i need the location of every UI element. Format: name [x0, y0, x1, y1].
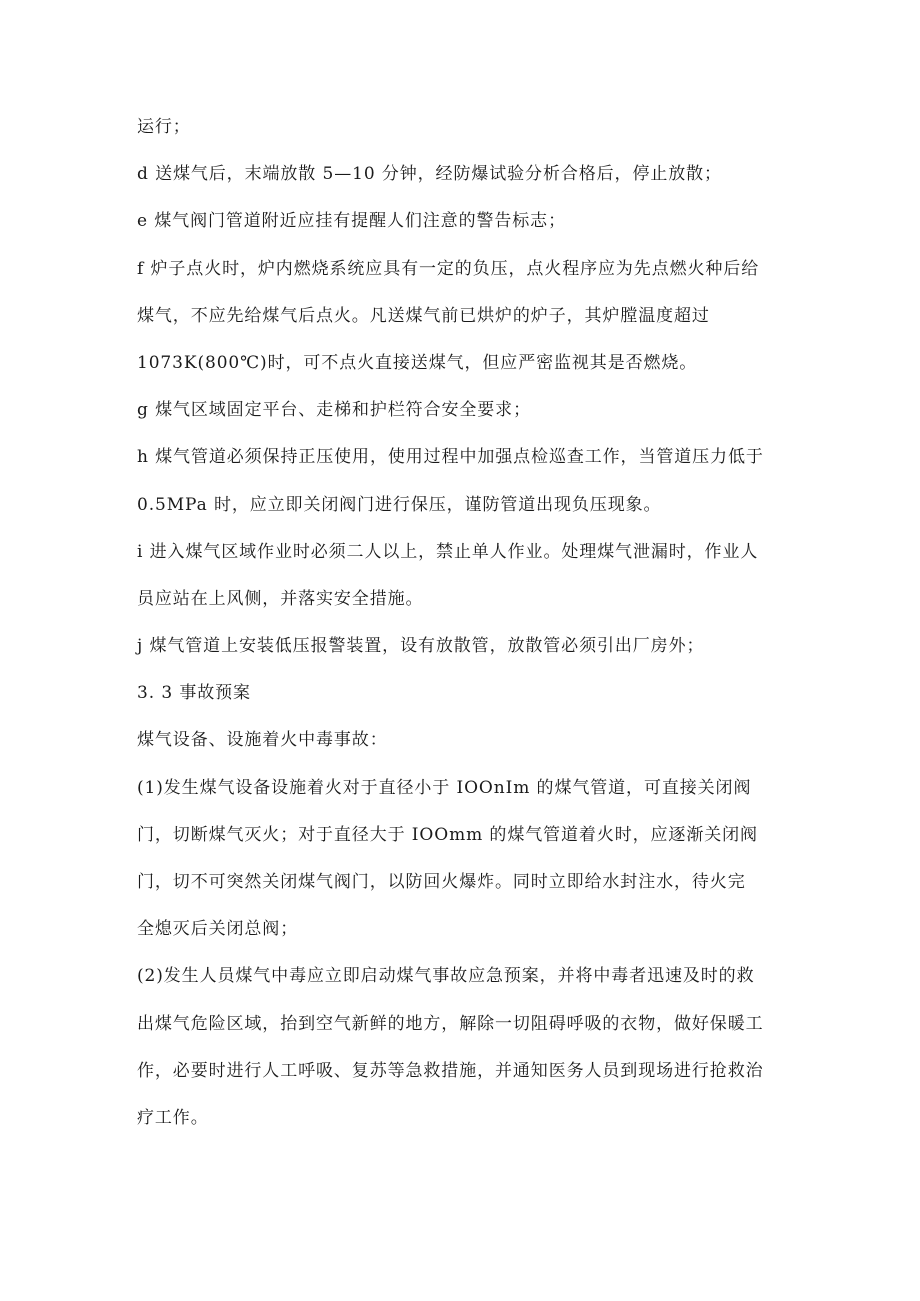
text-line: 1073K(800℃)时，可不点火直接送煤气，但应严密监视其是否燃烧。 [137, 352, 698, 373]
text-line: 全熄灭后关闭总阀； [137, 919, 299, 940]
text-line: d 送煤气后，末端放散 5—10 分钟，经防爆试验分析合格后，停止放散； [137, 164, 722, 185]
text-line: j 煤气管道上安装低压报警装置，设有放散管，放散管必须引出厂房外； [137, 636, 705, 657]
text-line: h 煤气管道必须保持正压使用，使用过程中加强点检巡查工作，当管道压力低于 [137, 447, 764, 468]
text-line: (1)发生煤气设备设施着火对于直径小于 IOOnIm 的煤气管道，可直接关闭阀 [137, 777, 752, 798]
text-line: f 炉子点火时，炉内燃烧系统应具有一定的负压，点火程序应为先点燃火种后给 [137, 258, 760, 279]
text-line: g 煤气区域固定平台、走梯和护栏符合安全要求； [137, 400, 531, 421]
text-line: 出煤气危险区域，抬到空气新鲜的地方，解除一切阻碍呼吸的衣物，做好保暖工 [137, 1013, 764, 1034]
text-line: 煤气，不应先给煤气后点火。凡送煤气前已烘炉的炉子，其炉膛温度超过 [137, 305, 710, 326]
text-line: (2)发生人员煤气中毒应立即启动煤气事故应急预案，并将中毒者迅速及时的救 [137, 966, 755, 987]
text-line: 疗工作。 [137, 1107, 209, 1128]
text-line: 员应站在上风侧，并落实安全措施。 [137, 588, 424, 609]
text-line: e 煤气阀门管道附近应挂有提醒人们注意的警告标志； [137, 211, 566, 232]
text-line: 门，切不可突然关闭煤气阀门，以防回火爆炸。同时立即给水封注水，待火完 [137, 872, 746, 892]
text-line: 门，切断煤气灭火；对于直径大于 IOOmm 的煤气管道着火时，应逐渐关闭阀 [137, 824, 758, 845]
text-line: 0.5MPa 时，应立即关闭阀门进行保压，谨防管道出现负压现象。 [137, 494, 662, 515]
document-body [137, 114, 787, 1152]
text-line: 作，必要时进行人工呼吸、复苏等急救措施，并通知医务人员到现场进行抢救治 [137, 1060, 764, 1081]
text-line: i 进入煤气区域作业时必须二人以上，禁止单人作业。处理煤气泄漏时，作业人 [137, 541, 759, 562]
text-line: 煤气设备、设施着火中毒事故： [137, 730, 388, 751]
text-line: 运行； [137, 117, 191, 137]
section-heading: 3. 3 事故预案 [137, 683, 251, 704]
